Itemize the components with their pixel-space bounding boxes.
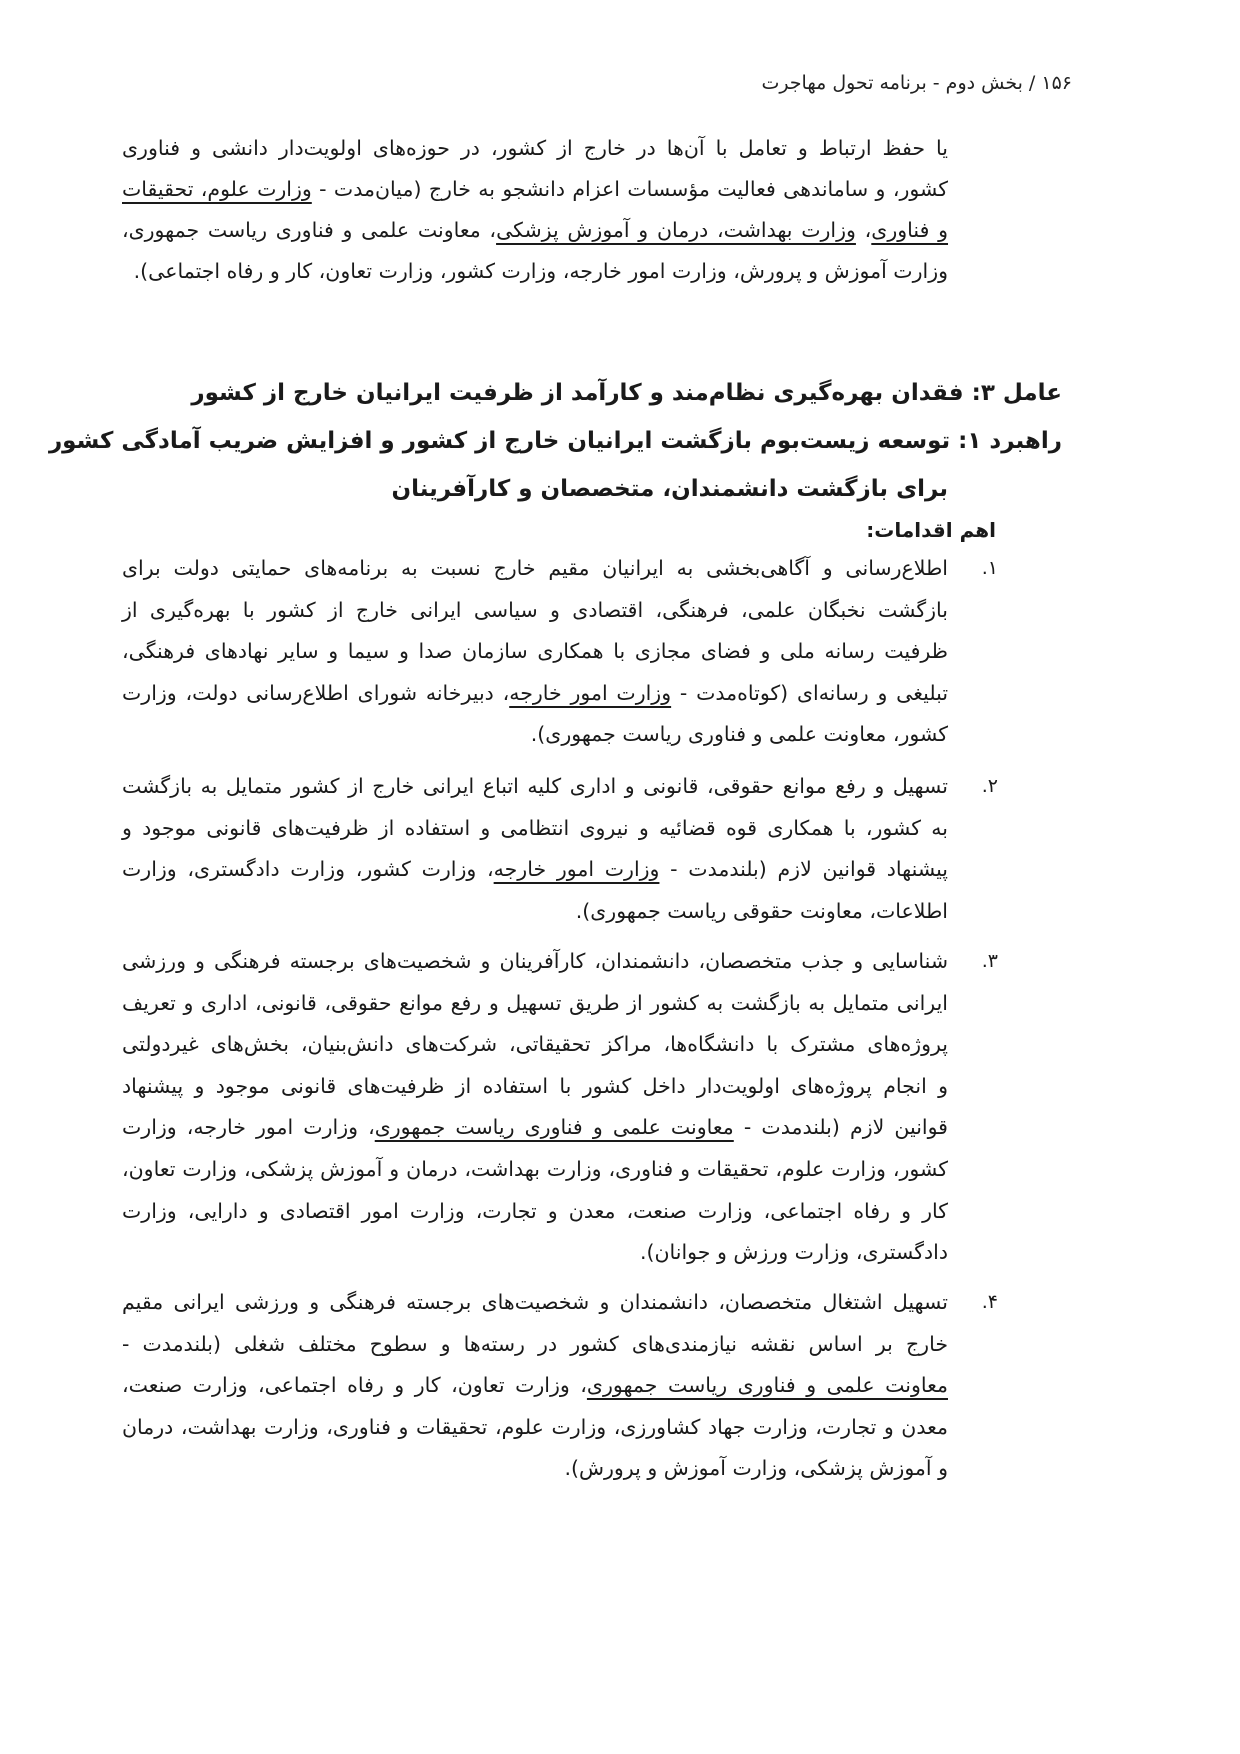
text-run: یا حفظ ارتباط و تعامل با آن‌ها در خارج از کشور، در حوزه‌های اولویت‌دار دانشی و فناوری [122, 136, 948, 160]
text-run: تسهیل و رفع موانع حقوقی، قانونی و اداری کلیه اتباع ایرانی خارج از کشور متمایل به بازگشت [122, 774, 948, 798]
text-line [122, 128, 948, 169]
text-line [122, 891, 948, 933]
underlined-organization: وزارت امور خارجه [493, 857, 660, 882]
list-number: ۴. [981, 1291, 998, 1313]
actions-label: اهم اقدامات: [866, 518, 996, 542]
list-number: ۳. [981, 950, 998, 972]
text-run: و انجام پروژه‌های اولویت‌دار داخل کشور با استفاده از ظرفیت‌های قانونی موجود و پیشنهاد [122, 1073, 948, 1098]
underlined-organization: معاونت علمی و فناوری ریاست جمهوری [374, 1115, 734, 1140]
text-line [122, 1365, 948, 1407]
text-line [122, 941, 948, 983]
list-number: ۲. [981, 775, 998, 797]
action-item-1 [122, 548, 998, 756]
text-line [122, 210, 948, 251]
text-line [122, 251, 948, 292]
text-line [122, 766, 948, 808]
underlined-organization: وزارت بهداشت، درمان و آموزش پزشکی [496, 218, 856, 242]
text-line [122, 1282, 948, 1324]
underlined-organization: معاونت علمی و فناوری ریاست جمهوری [586, 1373, 948, 1398]
text-run: ، وزارت تعاون، کار و رفاه اجتماعی، وزارت صنعت، [122, 1373, 587, 1398]
text-line [122, 849, 948, 891]
text-run: کشور، وزارت علوم، تحقیقات و فناوری، وزارت بهداشت، درمان و آموزش پزشکی، وزارت تعاون، [122, 1156, 948, 1181]
text-run: ایرانی متمایل به بازگشت به کشور از طریق تسهیل و رفع موانع حقوقی، قانونی، اداری و تعریف [122, 990, 948, 1015]
text-run: تبلیغی و رسانه‌ای (کوتاه‌مدت - [671, 680, 949, 705]
text-line [122, 808, 948, 850]
factor-heading: عامل ۳: فقدان بهره‌گیری نظام‌مند و کارآمد از ظرفیت ایرانیان خارج از کشور [191, 380, 1062, 406]
action-item-4 [122, 1282, 998, 1490]
text-run: بازگشت نخبگان علمی، فرهنگی، اقتصادی و سیاسی ایرانی خارج از کشور با بهره‌گیری از [122, 597, 948, 622]
text-run: کشور، معاونت علمی و فناوری ریاست جمهوری). [530, 722, 948, 747]
underlined-organization: و فناوری [871, 218, 949, 242]
text-line [122, 631, 948, 673]
text-run: کشور، و ساماندهی فعالیت مؤسسات اعزام دانشجو به خارج (میان‌مدت - [311, 177, 948, 201]
list-number: ۱. [981, 557, 998, 579]
text-line [122, 590, 948, 632]
text-line [122, 1066, 948, 1108]
intro-paragraph [122, 128, 948, 292]
text-run: دادگستری، وزارت ورزش و جوانان). [639, 1240, 948, 1265]
underlined-organization: وزارت علوم، تحقیقات [122, 177, 312, 201]
text-line [122, 169, 948, 210]
text-run: ، وزارت امور خارجه، وزارت [122, 1115, 375, 1140]
text-run: پروژه‌های مشترک با دانشگاه‌ها، مراکز تحقیقاتی، شرکت‌های دانش‌بنیان، بخش‌های غیردولتی [122, 1032, 948, 1057]
text-run: ، دبیرخانه شورای اطلاع‌رسانی دولت، وزارت [122, 680, 510, 705]
text-line [122, 1149, 948, 1191]
underlined-organization: وزارت امور خارجه [509, 680, 672, 705]
text-run: قوانین لازم (بلندمدت - [733, 1115, 948, 1140]
text-line [122, 714, 948, 756]
text-line [122, 673, 948, 715]
text-line [122, 548, 948, 590]
text-run: شناسایی و جذب متخصصان، دانشمندان، کارآفرینان و شخصیت‌های برجسته فرهنگی و ورزشی [122, 949, 948, 973]
text-line [122, 1232, 948, 1274]
text-run: اطلاع‌رسانی و آگاهی‌بخشی به ایرانیان مقیم خارج نسبت به برنامه‌های حمایتی دولت برای [122, 556, 948, 580]
text-run: اطلاعات، معاونت حقوقی ریاست جمهوری). [575, 898, 948, 923]
text-run: به کشور، با همکاری قوه قضائیه و نیروی انتظامی و استفاده از ظرفیت‌های قانونی موجود و [122, 815, 948, 840]
text-run: کار و رفاه اجتماعی، وزارت صنعت، معدن و تجارت، وزارت امور اقتصادی و دارایی، وزارت [122, 1198, 948, 1223]
text-run: ، وزارت کشور، وزارت دادگستری، وزارت [122, 857, 494, 882]
text-run: پیشنهاد قوانین لازم (بلندمدت - [659, 857, 948, 882]
text-run: و آموزش پزشکی، وزارت آموزش و پرورش). [564, 1456, 948, 1481]
strategy-heading-continued: برای بازگشت دانشمندان، متخصصان و کارآفرینان [391, 476, 948, 502]
text-run: وزارت آموزش و پرورش، وزارت امور خارجه، وزارت کشور، وزارت تعاون، کار و رفاه اجتماعی). [133, 259, 948, 283]
text-line [122, 1448, 948, 1490]
text-line [122, 1407, 948, 1449]
running-header: ۱۵۶ / بخش دوم - برنامه تحول مهاجرت [761, 72, 1072, 94]
action-item-3 [122, 941, 998, 1274]
text-run: ، معاونت علمی و فناوری ریاست جمهوری، [122, 218, 497, 242]
text-run: تسهیل اشتغال متخصصان، دانشمندان و شخصیت‌های برجسته فرهنگی و ورزشی ایرانی مقیم [122, 1290, 948, 1314]
text-line [122, 1324, 948, 1366]
text-run: ، [855, 218, 872, 242]
text-line [122, 1107, 948, 1149]
strategy-heading: راهبرد ۱: توسعه زیست‌بوم بازگشت ایرانیان خارج از کشور و افزایش ضریب آمادگی کشور [48, 428, 1062, 454]
text-run: خارج بر اساس نقشه نیازمندی‌های کشور در رسته‌ها و سطوح مختلف شغلی (بلندمدت - [122, 1331, 948, 1356]
text-run: ظرفیت رسانه ملی و فضای مجازی با همکاری سازمان صدا و سیما و سایر نهادهای فرهنگی، [122, 639, 948, 664]
text-line [122, 983, 948, 1025]
text-line [122, 1191, 948, 1233]
text-line [122, 1024, 948, 1066]
action-item-2 [122, 766, 998, 932]
text-run: معدن و تجارت، وزارت جهاد کشاورزی، وزارت علوم، تحقیقات و فناوری، وزارت بهداشت، درمان [122, 1414, 948, 1439]
